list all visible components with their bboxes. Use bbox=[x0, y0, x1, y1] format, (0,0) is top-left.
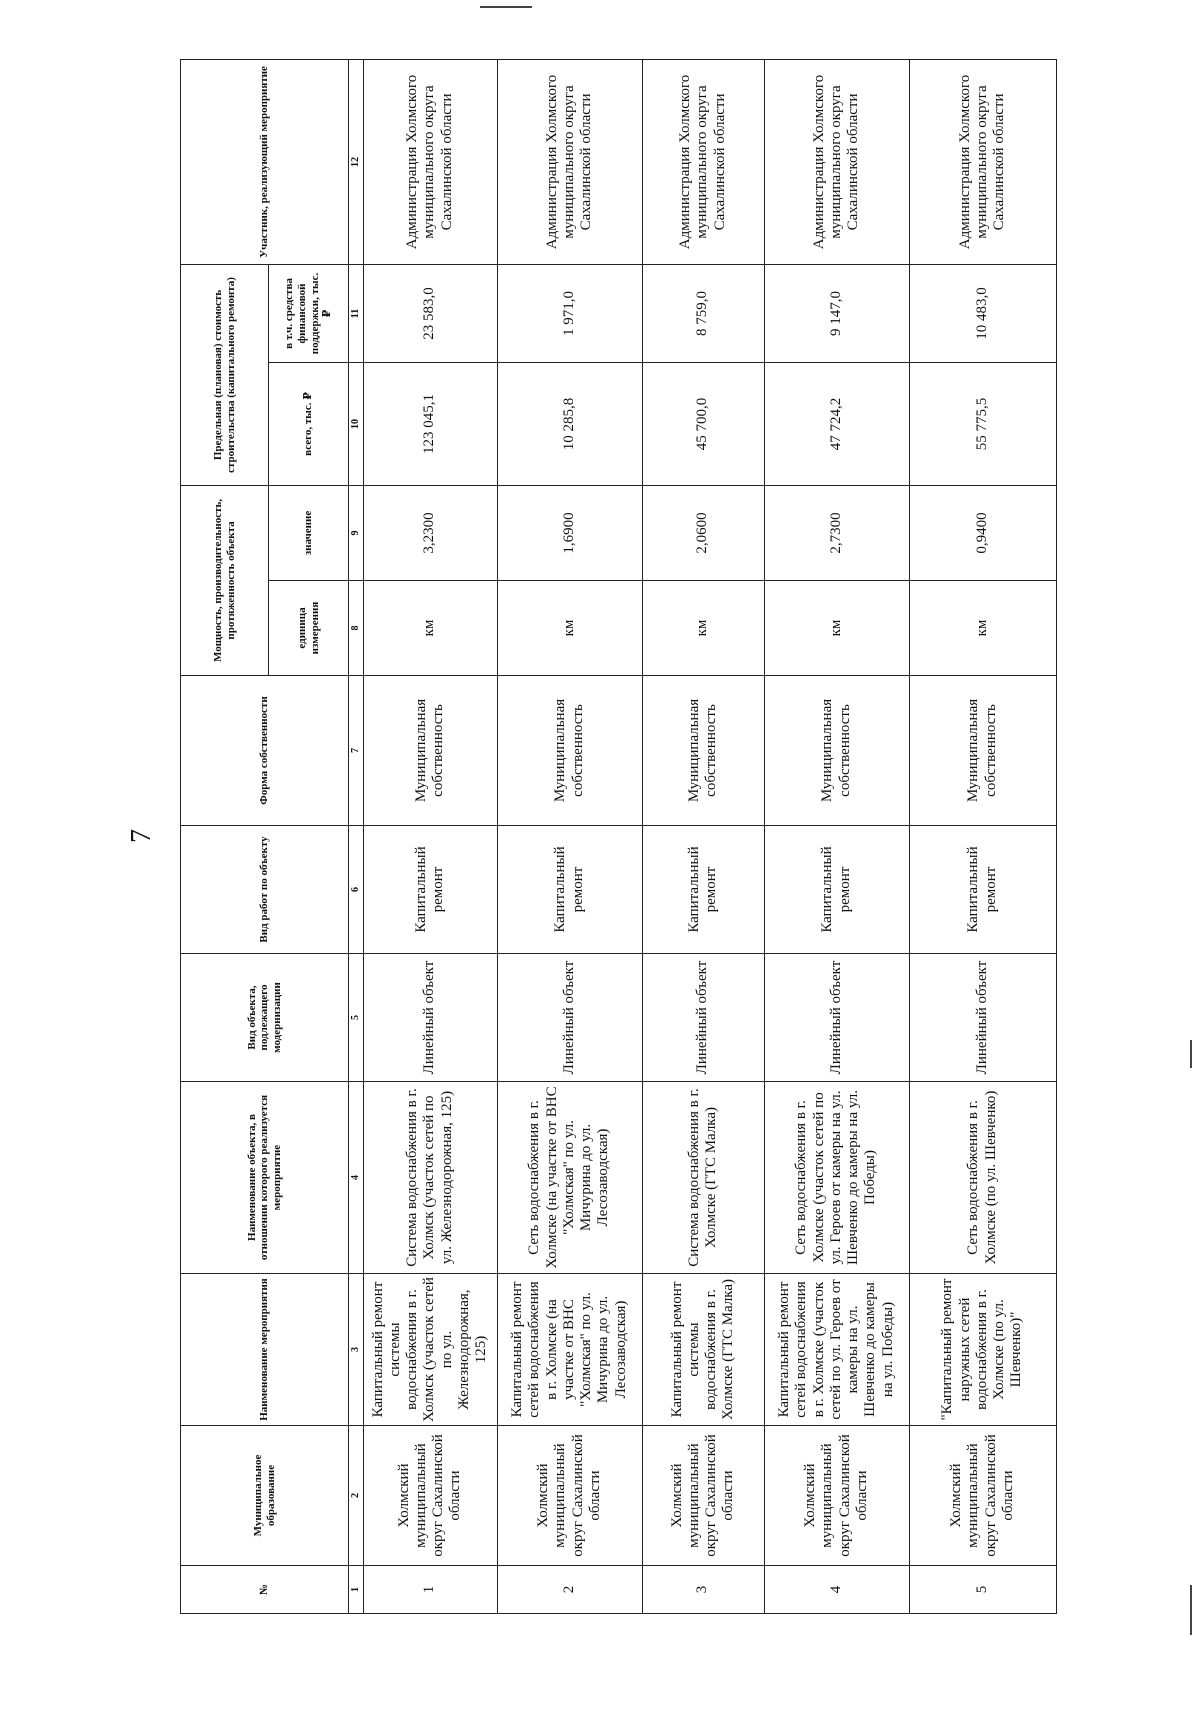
row-work-type: Капитальный ремонт bbox=[909, 826, 1056, 954]
header-ownership: Форма собственности bbox=[181, 676, 349, 826]
row-num: 3 bbox=[642, 1566, 764, 1614]
row-object-type: Линейный объект bbox=[363, 954, 497, 1082]
row-object: Система водоснабжения в г. Холмск (участок сетей по ул. Железнодорожная, 125) bbox=[363, 1082, 497, 1274]
column-number: 11 bbox=[349, 264, 364, 362]
row-work-type: Капитальный ремонт bbox=[642, 826, 764, 954]
row-event: Капитальный ремонт сетей водоснабжения в г. Холмске (на участке от ВНС "Холмская" по ул. Мичурина до ул. Лесозаводская) bbox=[497, 1274, 642, 1426]
column-number: 6 bbox=[349, 826, 364, 954]
column-number: 5 bbox=[349, 954, 364, 1082]
row-num: 2 bbox=[497, 1566, 642, 1614]
row-unit: км bbox=[642, 581, 764, 676]
row-unit: км bbox=[764, 581, 909, 676]
row-municipality: Холмский муниципальный округ Сахалинской области bbox=[642, 1426, 764, 1566]
row-unit: км bbox=[909, 581, 1056, 676]
row-ownership: Муниципальная собственность bbox=[642, 676, 764, 826]
table-row bbox=[363, 59, 497, 1613]
row-event: Капитальный ремонт сетей водоснабжения в г. Холмске (участок сетей по ул. Героев от камеры на ул. Шевченко до камеры на ул. Победы) bbox=[764, 1274, 909, 1426]
table-row bbox=[909, 59, 1056, 1613]
row-participant: Администрация Холмского муниципального округа Сахалинской области bbox=[642, 59, 764, 264]
row-support: 8 759,0 bbox=[642, 264, 764, 362]
row-total: 10 285,8 bbox=[497, 362, 642, 485]
row-object-type: Линейный объект bbox=[497, 954, 642, 1082]
row-event: Капитальный ремонт системы водоснабжения в г. Холмск (участок сетей по ул. Железнодорожная, 125) bbox=[363, 1274, 497, 1426]
row-num: 5 bbox=[909, 1566, 1056, 1614]
row-total: 123 045,1 bbox=[363, 362, 497, 485]
header-municipality: Муниципальное образование bbox=[181, 1426, 349, 1566]
row-event: Капитальный ремонт системы водоснабжения в г. Холмске (ГТС Малка) bbox=[642, 1274, 764, 1426]
column-number: 2 bbox=[349, 1426, 364, 1566]
column-number-row bbox=[349, 59, 364, 1613]
column-number: 4 bbox=[349, 1082, 364, 1274]
header-row bbox=[181, 59, 269, 1613]
table-row bbox=[764, 59, 909, 1613]
row-object: Система водоснабжения в г. Холмске (ГТС Малка) bbox=[642, 1082, 764, 1274]
row-unit: км bbox=[363, 581, 497, 676]
row-participant: Администрация Холмского муниципального округа Сахалинской области bbox=[764, 59, 909, 264]
row-support: 23 583,0 bbox=[363, 264, 497, 362]
row-value: 0,9400 bbox=[909, 485, 1056, 580]
rotated-table-frame bbox=[180, 60, 1055, 1614]
header-capacity: Мощность, производительность, протяженность объекта bbox=[181, 485, 269, 675]
row-support: 1 971,0 bbox=[497, 264, 642, 362]
row-event: "Капитальный ремонт наружных сетей водоснабжения в г. Холмске (по ул. Шевченко)" bbox=[909, 1274, 1056, 1426]
header-object-name: Наименование объекта, в отношении которого реализуется мероприятие bbox=[181, 1082, 349, 1274]
row-value: 1,6900 bbox=[497, 485, 642, 580]
header-capacity-value: значение bbox=[269, 485, 349, 580]
header-object-type: Вид объекта, подлежащего модернизации bbox=[181, 954, 349, 1082]
header-work-type: Вид работ по объекту bbox=[181, 826, 349, 954]
row-municipality: Холмский муниципальный округ Сахалинской области bbox=[363, 1426, 497, 1566]
row-object-type: Линейный объект bbox=[764, 954, 909, 1082]
header-cost-support: в т.ч. средства финансовой поддержки, тыс. ₽ bbox=[269, 264, 349, 362]
column-number: 9 bbox=[349, 485, 364, 580]
header-participant: Участник, реализующий мероприятие bbox=[181, 59, 349, 264]
investment-table bbox=[180, 59, 1057, 1614]
row-municipality: Холмский муниципальный округ Сахалинской области bbox=[909, 1426, 1056, 1566]
table-row bbox=[497, 59, 642, 1613]
row-value: 3,2300 bbox=[363, 485, 497, 580]
column-number: 8 bbox=[349, 581, 364, 676]
row-participant: Администрация Холмского муниципального округа Сахалинской области bbox=[497, 59, 642, 264]
scan-mark bbox=[480, 6, 532, 8]
row-num: 1 bbox=[363, 1566, 497, 1614]
row-ownership: Муниципальная собственность bbox=[909, 676, 1056, 826]
header-cost: Предельная (плановая) стоимость строительства (капитального ремонта) bbox=[181, 264, 269, 485]
row-object: Сеть водоснабжения в г. Холмске (по ул. Шевченко) bbox=[909, 1082, 1056, 1274]
row-participant: Администрация Холмского муниципального округа Сахалинской области bbox=[363, 59, 497, 264]
row-object: Сеть водоснабжения в г. Холмске (участок сетей по ул. Героев от камеры на ул. Шевченко до камеры на ул. Победы) bbox=[764, 1082, 909, 1274]
header-num: № bbox=[181, 1566, 349, 1614]
row-ownership: Муниципальная собственность bbox=[764, 676, 909, 826]
column-number: 10 bbox=[349, 362, 364, 485]
header-cost-total: всего, тыс. ₽ bbox=[269, 362, 349, 485]
header-event-name: Наименование мероприятия bbox=[181, 1274, 349, 1426]
row-ownership: Муниципальная собственность bbox=[363, 676, 497, 826]
header-capacity-unit: единица измерения bbox=[269, 581, 349, 676]
row-support: 10 483,0 bbox=[909, 264, 1056, 362]
row-ownership: Муниципальная собственность bbox=[497, 676, 642, 826]
row-total: 55 775,5 bbox=[909, 362, 1056, 485]
scan-mark bbox=[1190, 1040, 1192, 1068]
row-object-type: Линейный объект bbox=[909, 954, 1056, 1082]
scan-mark bbox=[1190, 1585, 1192, 1635]
row-participant: Администрация Холмского муниципального округа Сахалинской области bbox=[909, 59, 1056, 264]
column-number: 1 bbox=[349, 1566, 364, 1614]
column-number: 7 bbox=[349, 676, 364, 826]
row-value: 2,7300 bbox=[764, 485, 909, 580]
page-number: 7 bbox=[126, 829, 157, 843]
column-number: 3 bbox=[349, 1274, 364, 1426]
row-unit: км bbox=[497, 581, 642, 676]
row-work-type: Капитальный ремонт bbox=[764, 826, 909, 954]
row-object: Сеть водоснабжения в г. Холмске (на участке от ВНС "Холмская" по ул. Мичурина до ул. Лесозаводская) bbox=[497, 1082, 642, 1274]
row-work-type: Капитальный ремонт bbox=[497, 826, 642, 954]
row-object-type: Линейный объект bbox=[642, 954, 764, 1082]
row-municipality: Холмский муниципальный округ Сахалинской области bbox=[497, 1426, 642, 1566]
row-total: 47 724,2 bbox=[764, 362, 909, 485]
row-value: 2,0600 bbox=[642, 485, 764, 580]
row-total: 45 700,0 bbox=[642, 362, 764, 485]
row-municipality: Холмский муниципальный округ Сахалинской области bbox=[764, 1426, 909, 1566]
row-num: 4 bbox=[764, 1566, 909, 1614]
row-support: 9 147,0 bbox=[764, 264, 909, 362]
row-work-type: Капитальный ремонт bbox=[363, 826, 497, 954]
table-row bbox=[642, 59, 764, 1613]
column-number: 12 bbox=[349, 59, 364, 264]
